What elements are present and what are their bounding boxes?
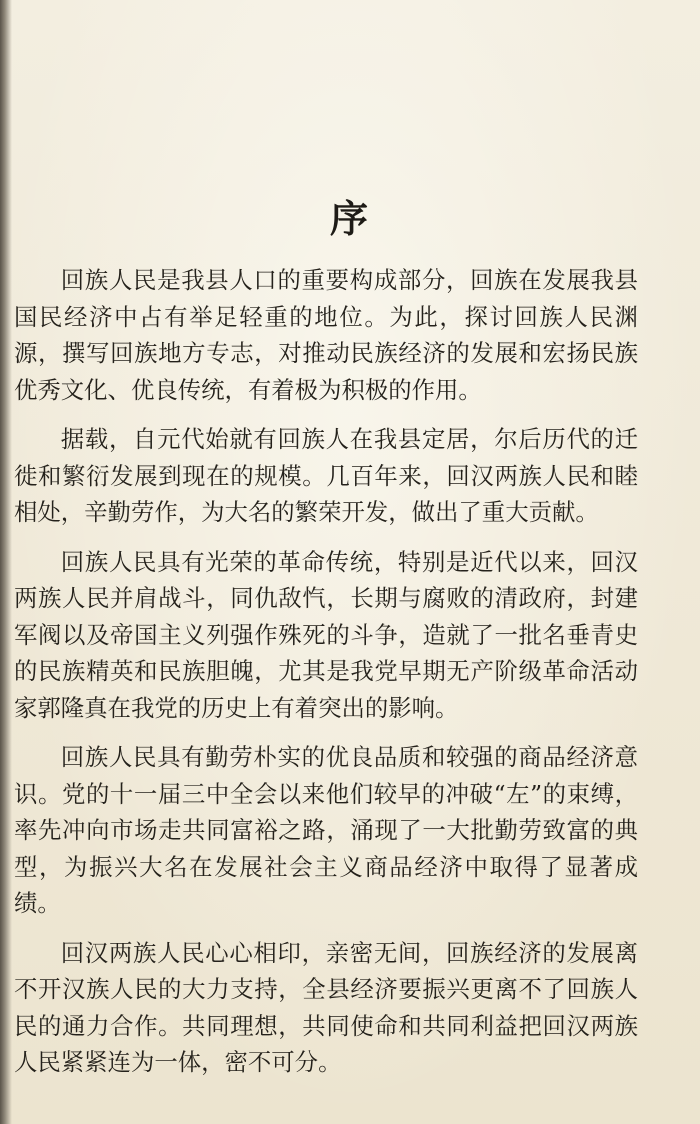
body-text — [14, 262, 638, 1094]
paragraph-3: 回族人民具有光荣的革命传统，特别是近代以来，回汉两族人民并肩战斗，同仇敌忾，长期与腐败的清政府，封建军阀以及帝国主义列强作殊死的斗争，造就了一批名垂青史的民族精英和民族胆魄，尤其是我党早期无产阶级革命活动家郭隆真在我党的历史上有着突出的影响。 — [14, 547, 638, 722]
paragraph-2: 据载，自元代始就有回族人在我县定居，尔后历代的迁徙和繁衍发展到现在的规模。几百年来，回汉两族人民和睦相处，辛勤劳作，为大名的繁荣开发，做出了重大贡献。 — [14, 425, 638, 526]
page-title: 序 — [329, 196, 370, 241]
paragraph-1: 回族人民是我县人口的重要构成部分，回族在发展我县国民经济中占有举足轻重的地位。为此，探讨回族人民渊源，撰写回族地方专志，对推动民族经济的发展和宏扬民族优秀文化、优良传统，有着极为积极的作用。 — [14, 266, 638, 404]
paragraph-4: 回族人民具有勤劳朴实的优良品质和较强的商品经济意识。党的十一届三中全会以来他们较早的冲破“左”的束缚，率先冲向市场走共同富裕之路，涌现了一大批勤劳致富的典型，为振兴大名在发展社会主义商品经济中取得了显著成绩。 — [14, 743, 638, 917]
page-binding-edge — [0, 0, 12, 1124]
paragraph-5: 回汉两族人民心心相印，亲密无间，回族经济的发展离不开汉族人民的大力支持，全县经济要振兴更离不了回族人民的通力合作。共同理想，共同使命和共同利益把回汉两族人民紧紧连为一体，密不可分。 — [14, 938, 638, 1076]
